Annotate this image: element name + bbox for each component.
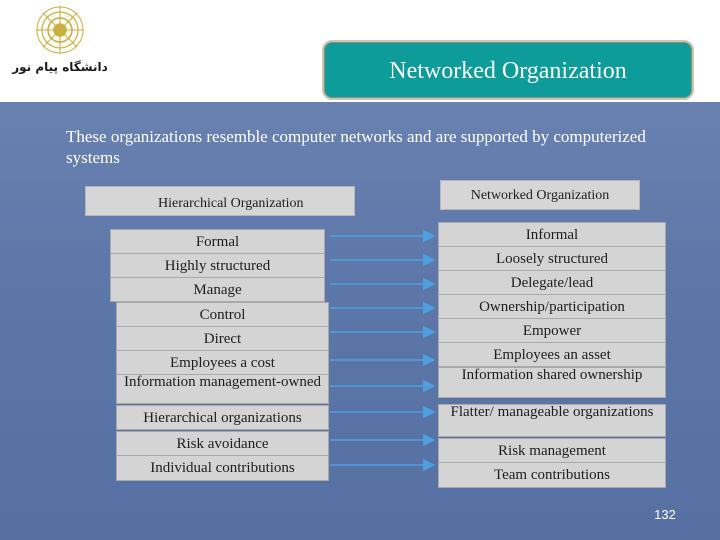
sunburst-emblem-icon [8,4,108,100]
left-item: Individual contributions [116,455,329,481]
left-item: Hierarchical organizations [116,405,329,430]
left-item: Employees a cost [116,350,329,375]
intro-text: These organizations resemble computer networks and are supported by computerized systems [66,127,646,167]
left-item: Control [116,302,329,327]
left-item: Manage [110,277,325,302]
left-item: Highly structured [110,253,325,278]
page-number: 132 [654,507,676,522]
right-item: Loosely structured [438,246,666,271]
right-item: Flatter/ manageable organizations [438,404,666,437]
university-logo [8,4,108,100]
slide-title [322,40,694,100]
right-item: Empower [438,318,666,343]
right-column-header: Networked Organization [440,180,640,210]
left-item: Formal [110,229,325,254]
right-item: Employees an asset [438,342,666,367]
right-item: Information shared ownership [438,367,666,398]
left-item: Direct [116,326,329,351]
left-item: Risk avoidance [116,431,329,456]
slide-title-text: Networked Organization [389,58,627,84]
right-item: Ownership/participation [438,294,666,319]
right-item: Informal [438,222,666,247]
left-column-header: Hierarchical Organization [85,186,355,216]
right-item: Risk management [438,438,666,463]
right-item: Team contributions [438,462,666,488]
right-item: Delegate/lead [438,270,666,295]
left-item: Information management-owned [116,374,329,404]
logo-wordmark: دانشگاه پیام نور [12,60,108,74]
